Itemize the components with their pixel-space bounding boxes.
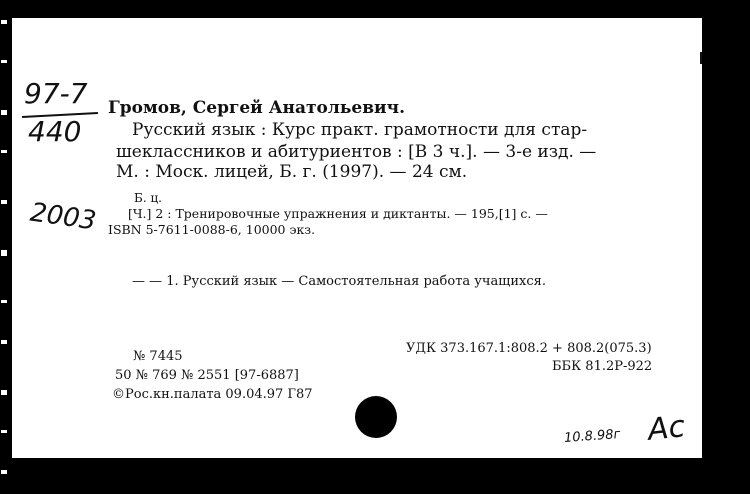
udk-index: УДК 373.167.1:808.2 + 808.2(075.3) [406, 341, 652, 356]
call-number-top: 97-7 [24, 77, 88, 110]
price-note: Б. ц. [134, 191, 162, 205]
handwritten-year: 2003 [28, 197, 98, 237]
author-heading: Громов, Сергей Анатольевич. [108, 98, 406, 118]
catalog-card [12, 18, 702, 458]
handwritten-initials: Ас [646, 409, 687, 448]
title-line-3: М. : Моск. лицей, Б. г. (1997). — 24 см. [116, 162, 468, 182]
title-line-1: Русский язык : Курс практ. грамотности для стар- [132, 120, 588, 140]
call-number-bottom: 440 [28, 115, 82, 148]
book-chamber-line: ©Рос.кн.палата 09.04.97 Г87 [112, 387, 313, 402]
left-edge-perforation [0, 0, 8, 494]
title-line-2: шеклассников и абитуриентов : [В 3 ч.]. — 3-е изд. — [116, 142, 597, 162]
bbk-index: ББК 81.2Р-922 [552, 359, 653, 374]
punch-hole [355, 396, 397, 438]
subject-heading: — — 1. Русский язык — Самостоятельная работа учащихся. [132, 274, 546, 289]
registration-line: 50 № 769 № 2551 [97-6887] [115, 368, 299, 383]
record-number: № 7445 [133, 349, 183, 364]
isbn-line: ISBN 5-7611-0088-6, 10000 экз. [108, 222, 316, 237]
edge-mark [700, 52, 702, 64]
part-description: [Ч.] 2 : Тренировочные упражнения и диктанты. — 195,[1] с. — [128, 206, 548, 221]
handwritten-date: 10.8.98г [563, 427, 621, 446]
